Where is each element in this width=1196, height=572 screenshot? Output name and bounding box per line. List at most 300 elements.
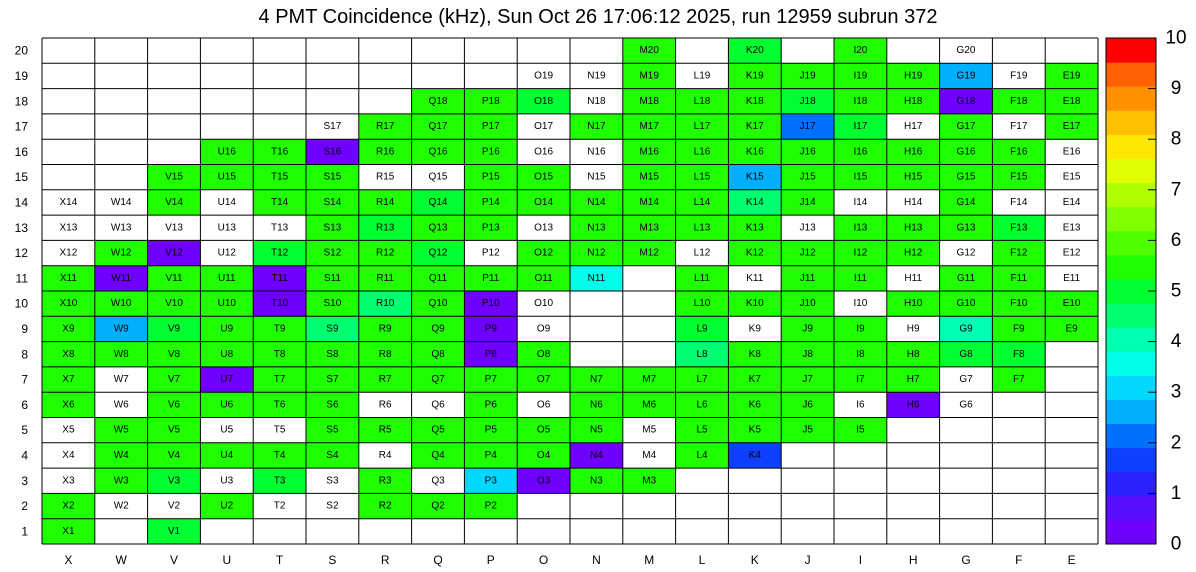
cell-label: R16	[376, 146, 395, 158]
heatmap-cell	[464, 468, 517, 493]
cell-label: R12	[376, 247, 395, 259]
cell-label: W14	[110, 196, 132, 208]
heatmap-cell	[306, 215, 359, 240]
heatmap-cell	[940, 114, 993, 139]
heatmap-cell	[992, 291, 1045, 316]
cell-label: R11	[376, 272, 395, 284]
heatmap-cell	[517, 367, 570, 392]
heatmap-cell	[200, 266, 253, 291]
y-tick-label: 4	[21, 448, 28, 463]
heatmap-cell	[623, 215, 676, 240]
cell-label: U16	[217, 146, 236, 158]
cell-label: T11	[271, 272, 288, 284]
heatmap-cell	[1045, 316, 1098, 341]
cell-label: L15	[693, 171, 711, 183]
cell-label: I18	[853, 95, 868, 107]
colorbar-tick-label: 10	[1165, 27, 1187, 49]
heatmap-cell	[517, 418, 570, 443]
heatmap-cell	[940, 291, 993, 316]
heatmap-cell	[992, 367, 1045, 392]
x-tick-label: J	[804, 553, 811, 567]
heatmap-cell	[95, 468, 148, 493]
heatmap-cell	[412, 342, 465, 367]
colorbar-segment	[1106, 183, 1156, 208]
cell-label: W5	[113, 424, 129, 436]
heatmap-cell	[464, 266, 517, 291]
x-tick-label: L	[698, 553, 706, 567]
heatmap-cell	[676, 367, 729, 392]
heatmap-cell	[728, 240, 781, 265]
heatmap-cell	[728, 114, 781, 139]
y-tick-label: 3	[21, 473, 28, 488]
cell-label: S3	[326, 475, 339, 487]
cell-label: M14	[639, 196, 659, 208]
heatmap-cell	[464, 215, 517, 240]
cell-label: R17	[376, 121, 395, 133]
cell-label: V10	[165, 298, 183, 310]
cell-label: R3	[378, 475, 392, 487]
cell-label: H11	[904, 272, 923, 284]
heatmap-cell	[148, 392, 201, 417]
cell-label: I9	[856, 323, 865, 335]
heatmap-cell	[306, 418, 359, 443]
heatmap-cell	[253, 392, 306, 417]
heatmap-cell	[324, 121, 342, 132]
heatmap-cell	[834, 342, 887, 367]
colorbar-segment	[1106, 38, 1156, 63]
cell-label: J5	[802, 424, 813, 436]
y-tick-label: 9	[21, 321, 28, 336]
cell-label: U10	[217, 298, 236, 310]
cell-label: L10	[693, 298, 711, 310]
heatmap-cell	[253, 190, 306, 215]
heatmap-cell	[464, 493, 517, 518]
heatmap-cell	[253, 266, 306, 291]
heatmap-cell	[623, 367, 676, 392]
cell-label: I7	[856, 374, 865, 386]
cell-label: K16	[745, 146, 764, 158]
cell-label: W10	[110, 298, 132, 310]
cell-label: W7	[113, 374, 129, 386]
heatmap-cell	[464, 291, 517, 316]
colorbar-tick-label: 9	[1170, 78, 1182, 100]
y-tick-label: 13	[14, 220, 28, 235]
cell-label: N15	[587, 171, 606, 183]
heatmap-cell	[570, 468, 623, 493]
heatmap-cell	[517, 165, 570, 190]
cell-label: G14	[956, 196, 976, 208]
cell-label: X8	[62, 348, 75, 360]
heatmap-cell	[1063, 146, 1081, 157]
heatmap-cell	[464, 342, 517, 367]
cell-label: E13	[1062, 222, 1081, 234]
heatmap-cell	[148, 266, 201, 291]
heatmap-cell	[517, 266, 570, 291]
heatmap-cell	[253, 468, 306, 493]
heatmap-cell	[992, 266, 1045, 291]
cell-label: W6	[113, 399, 129, 411]
heatmap-cell	[306, 291, 359, 316]
cell-label: E11	[1063, 272, 1081, 284]
cell-label: S14	[323, 196, 342, 208]
cell-label: U9	[220, 323, 234, 335]
cell-label: N6	[590, 399, 603, 411]
cell-label: K19	[745, 70, 764, 82]
cell-label: S13	[323, 222, 342, 234]
cell-label: S10	[323, 298, 342, 310]
heatmap-cell	[904, 121, 923, 132]
heatmap-cell	[464, 89, 517, 114]
cell-label: M6	[642, 399, 657, 411]
cell-label: K11	[746, 272, 764, 284]
heatmap-cell	[200, 367, 253, 392]
cell-label: S11	[323, 272, 341, 284]
cell-label: F7	[1012, 374, 1025, 386]
cell-label: P3	[484, 475, 497, 487]
heatmap-cell	[359, 240, 412, 265]
heatmap-cell	[940, 316, 993, 341]
cell-label: W3	[113, 475, 129, 487]
y-tick-label: 6	[21, 397, 28, 412]
colorbar-tick-label: 7	[1170, 179, 1182, 201]
cell-label: T12	[270, 247, 289, 259]
heatmap-cell	[148, 165, 201, 190]
heatmap-cell	[42, 266, 95, 291]
cell-label: X12	[59, 247, 78, 259]
heatmap-cell	[517, 89, 570, 114]
heatmap-cell	[992, 316, 1045, 341]
heatmap-cell	[220, 475, 233, 486]
cell-label: S4	[326, 449, 339, 461]
cell-label: J12	[799, 247, 816, 259]
x-tick-label: I	[858, 553, 863, 567]
y-tick-label: 14	[14, 195, 28, 210]
x-tick-label: Q	[433, 553, 443, 567]
heatmap-cell	[464, 392, 517, 417]
heatmap-cell	[200, 165, 253, 190]
heatmap-cell	[464, 443, 517, 468]
cell-label: U6	[220, 399, 234, 411]
cell-label: P18	[481, 95, 500, 107]
cell-label: F8	[1012, 348, 1025, 360]
cell-label: F9	[1012, 323, 1025, 335]
cell-label: V14	[165, 196, 183, 208]
colorbar-tick-label: 4	[1170, 331, 1182, 353]
cell-label: U15	[217, 171, 236, 183]
cell-label: Q7	[431, 374, 445, 386]
cell-label: P4	[484, 449, 497, 461]
colorbar-segment	[1106, 351, 1156, 376]
heatmap-cell	[200, 291, 253, 316]
cell-label: M18	[639, 95, 659, 107]
cell-label: G18	[956, 95, 976, 107]
heatmap-cell	[856, 399, 865, 410]
heatmap-cell	[464, 418, 517, 443]
heatmap-cell	[834, 240, 887, 265]
heatmap-cell	[464, 165, 517, 190]
heatmap-cell	[534, 222, 553, 233]
cell-label: Q14	[428, 196, 448, 208]
cell-label: O18	[534, 95, 554, 107]
cell-label: T4	[273, 449, 286, 461]
heatmap-cell	[781, 367, 834, 392]
heatmap-cell	[887, 215, 940, 240]
x-tick-label: P	[486, 553, 495, 567]
colorbar-tick-label: 6	[1170, 229, 1182, 251]
cell-label: L4	[696, 449, 708, 461]
cell-label: G13	[956, 222, 976, 234]
cell-label: U7	[220, 374, 234, 386]
heatmap-cell	[412, 443, 465, 468]
heatmap-cell	[992, 215, 1045, 240]
heatmap-cell	[412, 114, 465, 139]
heatmap-cell	[517, 190, 570, 215]
cell-label: E18	[1062, 95, 1081, 107]
cell-label: N12	[587, 247, 606, 259]
heatmap-cell	[1010, 197, 1028, 208]
cell-label: K12	[745, 247, 764, 259]
cell-label: I11	[853, 272, 867, 284]
cell-label: G20	[956, 45, 976, 57]
cell-label: Q10	[428, 298, 448, 310]
cell-label: N13	[587, 222, 606, 234]
heatmap-cell	[781, 139, 834, 164]
heatmap-cell	[42, 342, 95, 367]
heatmap-cell	[834, 38, 887, 63]
heatmap-cell	[959, 374, 973, 385]
cell-label: K14	[745, 196, 764, 208]
cell-label: M4	[642, 449, 657, 461]
heatmap-cell	[904, 273, 922, 284]
heatmap-cell	[623, 63, 676, 88]
cell-label: G19	[956, 70, 976, 82]
heatmap-cell	[676, 139, 729, 164]
heatmap-cell	[95, 342, 148, 367]
heatmap-cell	[42, 519, 95, 544]
cell-label: P16	[481, 146, 500, 158]
cell-label: H12	[904, 247, 923, 259]
heatmap-cell	[306, 316, 359, 341]
heatmap-cell	[887, 240, 940, 265]
cell-label: N7	[590, 374, 603, 386]
cell-label: F11	[1010, 272, 1028, 284]
colorbar	[1106, 28, 1187, 555]
heatmap-cell	[376, 172, 395, 183]
cell-label: K7	[748, 374, 761, 386]
heatmap-cell	[218, 197, 237, 208]
y-tick-label: 15	[14, 170, 28, 185]
cell-label: G15	[956, 171, 976, 183]
cell-label: P6	[484, 399, 497, 411]
cell-label: X10	[59, 298, 78, 310]
heatmap-cell	[834, 418, 887, 443]
cell-label: P17	[481, 121, 500, 133]
x-tick-label: S	[328, 553, 337, 567]
cell-label: U11	[217, 272, 236, 284]
cell-label: K5	[748, 424, 761, 436]
cell-label: O16	[534, 146, 554, 158]
heatmap-cell	[728, 165, 781, 190]
cell-label: V5	[167, 424, 181, 436]
cell-label: X14	[59, 196, 78, 208]
heatmap-cell	[306, 342, 359, 367]
heatmap-cell	[728, 392, 781, 417]
heatmap-cell	[800, 222, 817, 233]
heatmap-cell	[834, 165, 887, 190]
cell-label: Q11	[428, 272, 448, 284]
cell-label: V11	[165, 272, 183, 284]
cell-label: R9	[378, 323, 392, 335]
heatmap-cell	[168, 501, 181, 512]
cell-label: L16	[693, 146, 711, 158]
y-tick-label: 7	[21, 372, 28, 387]
cell-label: R15	[376, 171, 395, 183]
heatmap-cell	[60, 222, 78, 233]
cell-label: E14	[1062, 196, 1081, 208]
cell-label: L6	[696, 399, 708, 411]
colorbar-segment	[1106, 134, 1156, 159]
heatmap-cell	[148, 367, 201, 392]
cell-label: O19	[534, 70, 554, 82]
heatmap-cell	[359, 418, 412, 443]
y-tick-label: 20	[14, 43, 28, 58]
cell-label: L19	[693, 70, 711, 82]
heatmap-cell	[676, 114, 729, 139]
cell-label: O13	[534, 222, 554, 234]
heatmap-cell	[200, 443, 253, 468]
y-tick-label: 10	[14, 296, 28, 311]
heatmap-cell	[781, 316, 834, 341]
heatmap-cell	[940, 342, 993, 367]
cell-label: E12	[1062, 247, 1081, 259]
cell-label: J10	[799, 298, 816, 310]
cell-label: X7	[62, 374, 75, 386]
x-tick-label: T	[275, 553, 284, 567]
heatmap-cell	[359, 342, 412, 367]
colorbar-tick-label: 1	[1170, 482, 1182, 504]
heatmap-cell	[62, 475, 75, 486]
cell-label: M15	[639, 171, 659, 183]
cell-label: N3	[590, 475, 603, 487]
heatmap-cell	[412, 493, 465, 518]
heatmap-cell	[534, 298, 553, 309]
heatmap-cell	[1045, 63, 1098, 88]
heatmap-cell	[887, 392, 940, 417]
y-tick-label: 18	[14, 94, 28, 109]
cell-label: S6	[326, 399, 339, 411]
cell-label: L8	[696, 348, 708, 360]
heatmap-cell	[148, 418, 201, 443]
heatmap-cell	[992, 342, 1045, 367]
heatmap-cell	[781, 342, 834, 367]
chart-title: 4 PMT Coincidence (kHz), Sun Oct 26 17:06:12 2025, run 12959 subrun 372	[258, 6, 938, 28]
heatmap-cell	[623, 240, 676, 265]
cell-label: S16	[323, 146, 342, 158]
cell-label: L9	[696, 323, 708, 335]
cell-label: M17	[639, 121, 659, 133]
cell-label: X5	[62, 424, 75, 436]
cell-label: L18	[693, 95, 711, 107]
x-tick-label: O	[538, 553, 549, 567]
heatmap-cell	[306, 266, 359, 291]
heatmap-cell	[1045, 114, 1098, 139]
heatmap-cell	[412, 89, 465, 114]
cell-label: O8	[536, 348, 551, 360]
heatmap-cell	[412, 240, 465, 265]
colorbar-tick-label: 5	[1170, 280, 1182, 302]
cell-label: O17	[534, 121, 554, 133]
heatmap-cell	[781, 63, 834, 88]
cell-label: H16	[904, 146, 923, 158]
y-tick-label: 2	[21, 499, 28, 514]
cell-label: J17	[799, 121, 816, 133]
heatmap-cell	[253, 367, 306, 392]
heatmap-cell	[834, 367, 887, 392]
heatmap-cell	[253, 342, 306, 367]
cell-label: P2	[484, 500, 497, 512]
cell-label: O14	[534, 196, 554, 208]
cell-label: I20	[853, 45, 868, 57]
y-axis	[15, 44, 29, 539]
heatmap-cell	[887, 342, 940, 367]
heatmap-cell	[412, 418, 465, 443]
heatmap-cell	[1010, 70, 1028, 81]
cell-label: M19	[639, 70, 659, 82]
heatmap-cell	[60, 197, 78, 208]
cell-label: I15	[853, 171, 868, 183]
cell-label: V6	[167, 399, 181, 411]
cell-label: J8	[802, 348, 813, 360]
heatmap-cell	[218, 248, 237, 259]
heatmap-cell	[728, 215, 781, 240]
heatmap-cell	[148, 190, 201, 215]
heatmap-cell	[464, 114, 517, 139]
cell-label: G17	[956, 121, 976, 133]
cell-label: U4	[220, 449, 234, 461]
heatmap-cell	[95, 240, 148, 265]
heatmap-cell	[570, 266, 623, 291]
heatmap-cell	[728, 342, 781, 367]
heatmap-cell	[253, 443, 306, 468]
cell-label: V9	[167, 323, 181, 335]
heatmap-cell	[623, 139, 676, 164]
heatmap-cell	[429, 172, 448, 183]
heatmap-cell	[306, 240, 359, 265]
heatmap-cell	[781, 89, 834, 114]
heatmap-cell	[940, 190, 993, 215]
cell-label: Q18	[428, 95, 448, 107]
cell-label: H9	[906, 323, 920, 335]
heatmap-cell	[781, 165, 834, 190]
colorbar-segment	[1106, 110, 1156, 135]
heatmap-cell	[694, 248, 711, 259]
cell-label: M13	[639, 222, 659, 234]
cell-label: S5	[326, 424, 339, 436]
colorbar-tick-label: 3	[1170, 381, 1182, 403]
cell-label: R2	[378, 500, 392, 512]
cell-label: M16	[639, 146, 659, 158]
cell-label: E17	[1062, 121, 1081, 133]
heatmap-cell	[992, 89, 1045, 114]
y-tick-label: 12	[14, 246, 28, 261]
cell-label: R10	[376, 298, 395, 310]
cell-label: O11	[534, 272, 553, 284]
cell-label: I19	[853, 70, 868, 82]
heatmap-cell	[1045, 291, 1098, 316]
heatmap-cell	[95, 316, 148, 341]
cell-label: T8	[273, 348, 286, 360]
cell-label: M12	[639, 247, 659, 259]
